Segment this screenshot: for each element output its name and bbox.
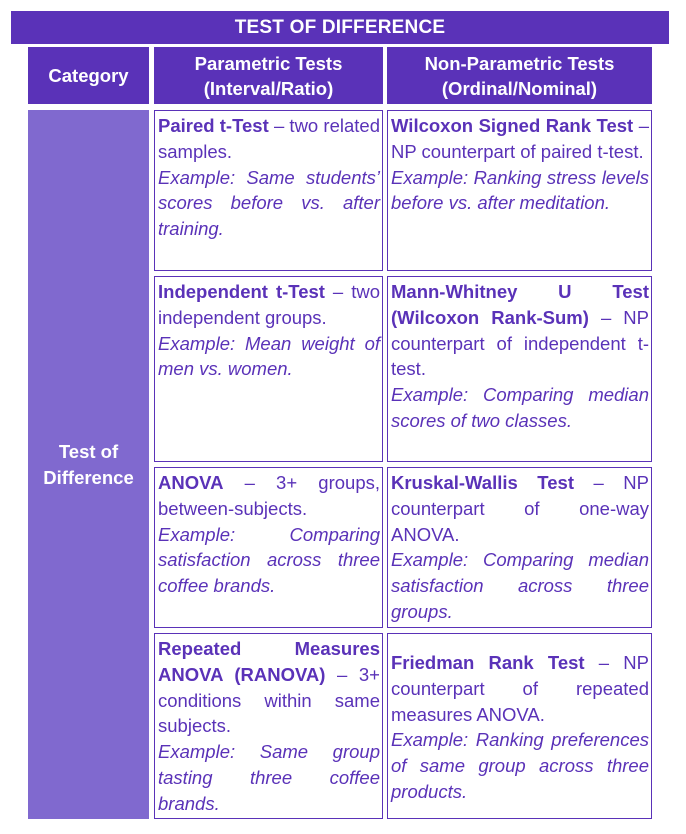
header-category-label: Category — [48, 65, 129, 86]
test-example: Example: Comparing satisfaction across three coffee brands. — [158, 523, 380, 597]
table-cell-paired-t-test — [154, 110, 383, 271]
table-title: TEST OF DIFFERENCE — [11, 11, 669, 44]
test-description: – two independent groups. — [158, 281, 380, 328]
header-parametric-title: Parametric Tests — [194, 52, 343, 74]
test-description: – 3+ groups, between-subjects. — [158, 472, 380, 519]
test-description: – NP counterpart of repeated measures ANOVA. — [391, 652, 649, 725]
header-nonparametric-title: Non-Parametric Tests — [424, 52, 615, 74]
test-description: – NP counterpart of independent t-test. — [391, 306, 649, 380]
test-example: Example: Same group tasting three coffee brands. — [158, 741, 380, 814]
category-cell — [28, 110, 149, 819]
test-name: Mann-Whitney U Test (Wilcoxon Rank-Sum) — [391, 281, 649, 328]
test-name: Repeated Measures ANOVA (RANOVA) — [158, 638, 380, 685]
table-cell-anova — [154, 467, 383, 628]
test-name: Independent t-Test — [158, 281, 325, 302]
test-description: – 3+ conditions within same subjects. — [158, 663, 380, 737]
header-parametric-scale: (Interval/Ratio) — [203, 77, 334, 99]
table-cell-friedman — [387, 633, 652, 819]
test-name: Kruskal-Wallis Test — [391, 472, 574, 493]
test-example: Example: Ranking preferences of same group across three products. — [391, 729, 649, 802]
table-cell-mann-whitney — [387, 276, 652, 462]
test-example: Example: Comparing median satisfaction across three groups. — [391, 549, 649, 622]
test-name: Friedman Rank Test — [391, 652, 585, 673]
category-label-line1: Test of — [58, 440, 119, 462]
test-example: Example: Same students’ scores before vs. after training. — [158, 166, 380, 240]
test-example: Example: Ranking stress levels before vs. after meditation. — [391, 166, 649, 214]
test-description: – two related samples. — [158, 115, 380, 162]
test-name: Wilcoxon Signed Rank Test — [391, 115, 634, 136]
header-category — [28, 47, 149, 104]
header-nonparametric — [387, 47, 652, 104]
test-example: Example: Comparing median scores of two classes. — [391, 384, 649, 431]
table-cell-repeated-measures-anova — [154, 633, 383, 819]
test-name: ANOVA — [158, 472, 224, 493]
category-label-line2: Difference — [43, 466, 134, 488]
header-parametric — [154, 47, 383, 104]
test-description: – NP counterpart of one-way ANOVA. — [391, 472, 649, 545]
test-example: Example: Mean weight of men vs. women. — [158, 332, 380, 380]
test-name: Paired t-Test — [158, 115, 269, 136]
header-nonparametric-scale: (Ordinal/Nominal) — [441, 77, 598, 99]
table-cell-kruskal-wallis — [387, 467, 652, 628]
table-cell-wilcoxon-signed-rank — [387, 110, 652, 271]
test-description: – NP counterpart of paired t-test. — [391, 115, 649, 162]
table-cell-independent-t-test — [154, 276, 383, 462]
